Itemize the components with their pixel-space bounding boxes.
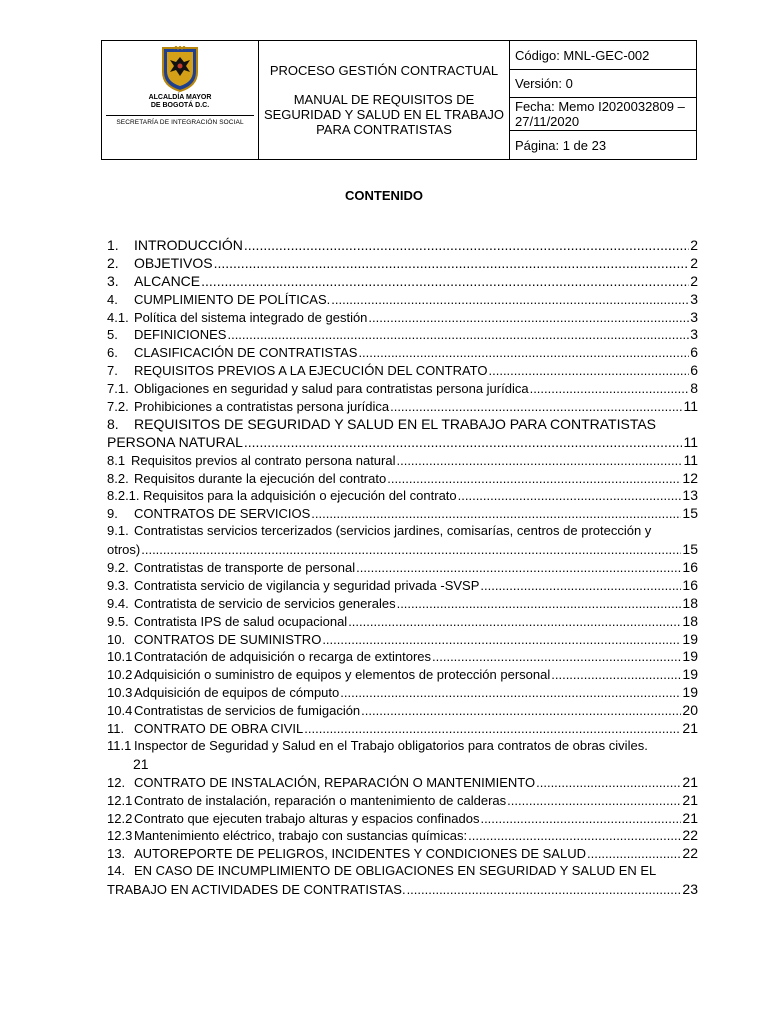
toc-number: 4.1. <box>107 309 129 325</box>
toc-page-number: 19 <box>682 630 698 647</box>
toc-number: 9.1. <box>107 523 129 539</box>
toc-entry-continuation[interactable] <box>107 541 698 559</box>
toc-page-number: 3 <box>690 308 698 325</box>
toc-label: Requisitos durante la ejecución del contrato <box>134 470 387 486</box>
toc-page-number: 11 <box>683 398 698 415</box>
toc-page-number: 22 <box>682 845 698 862</box>
toc-page-number: 11 <box>683 433 698 450</box>
toc-entry[interactable] <box>107 792 698 810</box>
toc-leader <box>489 363 690 378</box>
toc-entry[interactable] <box>107 613 698 631</box>
toc-entry[interactable] <box>107 398 698 416</box>
toc-number: 6. <box>107 345 118 361</box>
logo-cell <box>102 41 259 160</box>
document-header <box>101 40 697 160</box>
toc-label: OBJETIVOS <box>134 254 213 271</box>
toc-leader <box>397 596 682 611</box>
toc-number: 10.1 <box>107 649 133 665</box>
toc-page-number: 3 <box>690 326 698 343</box>
secretariat-name: SECRETARÍA DE INTEGRACIÓN SOCIAL <box>116 119 244 126</box>
toc-number: 13. <box>107 846 126 862</box>
toc-page-number: 13 <box>682 487 698 504</box>
toc-page-number: 15 <box>682 505 698 522</box>
toc-entry[interactable] <box>107 827 698 845</box>
toc-number: 10.4 <box>107 703 133 719</box>
toc-entry[interactable] <box>107 487 698 505</box>
toc-leader <box>396 453 682 468</box>
toc-entry[interactable] <box>107 738 698 756</box>
document-code-text: Código: MNL-GEC-002 <box>515 47 650 63</box>
toc-page-number: 12 <box>682 469 698 486</box>
toc-leader <box>468 828 681 843</box>
toc-page-number: 6 <box>690 362 698 379</box>
toc-label: Contratistas de servicios de fumigación <box>134 703 361 719</box>
toc-entry[interactable] <box>107 845 698 863</box>
toc-label: Adquisición o suministro de equipos y elementos de protección personal <box>134 667 551 683</box>
document-page <box>510 131 697 160</box>
toc-page-number: 23 <box>682 881 698 898</box>
toc-label: Mantenimiento eléctrico, trabajo con sustancias químicas: <box>134 828 468 844</box>
toc-number: 3. <box>107 272 119 289</box>
toc-entry[interactable] <box>107 720 698 738</box>
toc-label: Obligaciones en seguridad y salud para contratistas persona jurídica <box>134 381 529 397</box>
toc-label: Prohibiciones a contratistas persona jurídica <box>134 399 390 415</box>
toc-entry[interactable] <box>107 666 698 684</box>
logo-name-line1: ALCALDÍA MAYOR <box>148 94 212 101</box>
toc-entry[interactable] <box>107 380 698 398</box>
toc-entry[interactable] <box>107 362 698 380</box>
document-page-text: Página: 1 de 23 <box>515 137 607 153</box>
toc-entry[interactable] <box>107 523 698 541</box>
document-version-text: Versión: 0 <box>515 76 573 91</box>
toc-label: ALCANCE <box>134 272 201 289</box>
toc-number: 8.2.1. <box>107 488 140 504</box>
toc-leader <box>227 327 689 342</box>
document-date-line1: Fecha: Memo I2020032809 – <box>515 99 685 114</box>
toc-page-number: 15 <box>682 541 698 558</box>
toc-label: Contratistas servicios tercerizados (servicios jardines, comisarías, centros de protección y <box>134 523 652 539</box>
toc-leader <box>311 506 681 521</box>
toc-page-number: 19 <box>682 648 698 665</box>
toc-page-number: 2 <box>690 254 698 271</box>
toc-entry[interactable] <box>107 344 698 362</box>
toc-page-number: 21 <box>682 773 698 790</box>
toc-entry[interactable] <box>107 631 698 649</box>
toc-entry[interactable] <box>107 416 698 434</box>
toc-entry[interactable] <box>107 291 698 309</box>
toc-label: Contratistas de transporte de personal <box>134 560 356 576</box>
toc-page-number: 21 <box>682 809 698 826</box>
toc-number: 12. <box>107 774 126 790</box>
toc-entry[interactable] <box>107 559 698 577</box>
toc-label: Política del sistema integrado de gestión <box>134 309 368 325</box>
toc-page-number: 6 <box>690 344 698 361</box>
toc-page-number: 21 <box>682 791 698 808</box>
toc-entry[interactable] <box>107 810 698 828</box>
toc-label: Contrato que ejecuten trabajo alturas y espacios confinados <box>134 810 480 826</box>
toc-page-number: 19 <box>682 666 698 683</box>
toc-entry[interactable] <box>107 684 698 702</box>
toc-page-number: 8 <box>690 380 698 397</box>
toc-entry-continuation[interactable] <box>107 756 698 774</box>
document-version <box>510 70 697 98</box>
contents-title: CONTENIDO <box>345 188 423 203</box>
manual-title-line3: PARA CONTRATISTAS <box>316 122 452 137</box>
logo-divider <box>106 115 254 116</box>
toc-number: 12.1 <box>107 792 133 808</box>
toc-page-number: 16 <box>682 559 698 576</box>
toc-label: CONTRATOS DE SERVICIOS <box>134 506 311 522</box>
toc-number: 12.3 <box>107 828 133 844</box>
document-code <box>510 41 697 70</box>
toc-label: Contratista IPS de salud ocupacional <box>134 613 348 629</box>
toc-label: CONTRATO DE OBRA CIVIL <box>134 721 304 737</box>
toc-entry[interactable] <box>107 774 698 792</box>
toc-label: CONTRATOS DE SUMINISTRO <box>134 631 322 647</box>
toc-number: 14. <box>107 863 126 879</box>
toc-label: CLASIFICACIÓN DE CONTRATISTAS <box>134 345 358 361</box>
toc-entry-continuation[interactable] <box>107 434 698 452</box>
toc-leader <box>480 811 681 826</box>
toc-entry[interactable] <box>107 309 698 327</box>
toc-label: EN CASO DE INCUMPLIMIENTO DE OBLIGACIONES EN SEGURIDAD Y SALUD EN EL <box>134 863 657 879</box>
toc-number: 10.3 <box>107 685 133 701</box>
logo-name-line2: DE BOGOTÁ D.C. <box>150 102 210 109</box>
toc-page-number: 2 <box>690 272 698 289</box>
manual-title-line2: SEGURIDAD Y SALUD EN EL TRABAJO <box>263 107 505 122</box>
toc-leader <box>536 775 681 790</box>
toc-label: INTRODUCCIÓN <box>134 237 243 253</box>
toc-leader <box>244 237 689 253</box>
toc-leader <box>348 614 681 629</box>
toc-entry[interactable] <box>107 648 698 666</box>
toc-number: 8. <box>107 415 119 432</box>
toc-entry[interactable] <box>107 863 698 881</box>
toc-leader <box>358 345 689 360</box>
toc-label: Contratista servicio de vigilancia y seguridad privada -SVSP <box>134 577 480 593</box>
toc-label: CUMPLIMIENTO DE POLÍTICAS. <box>134 291 331 307</box>
toc-entry[interactable] <box>107 505 698 523</box>
toc-page-number: 20 <box>682 702 698 719</box>
toc-leader <box>356 560 681 575</box>
toc-number: 4. <box>107 291 118 307</box>
toc-page-number: 22 <box>682 827 698 844</box>
toc-number: 5. <box>107 327 118 343</box>
toc-entry[interactable] <box>107 595 698 613</box>
toc-label: DEFINICIONES <box>134 327 227 343</box>
document-date <box>510 98 697 131</box>
toc-number: 10.2 <box>107 667 133 683</box>
document-date-line2: 27/11/2020 <box>515 114 580 129</box>
toc-leader <box>407 882 682 897</box>
toc-label: Contrato de instalación, reparación o mantenimiento de calderas <box>134 792 507 808</box>
toc-leader <box>361 703 681 718</box>
toc-label-continuation: TRABAJO EN ACTIVIDADES DE CONTRATISTAS. <box>107 882 406 898</box>
toc-leader <box>322 632 681 647</box>
toc-page-number: 21 <box>682 720 698 737</box>
toc-number: 8.1 <box>107 452 126 468</box>
toc-leader <box>480 578 681 593</box>
toc-leader <box>551 667 681 682</box>
toc-label: AUTOREPORTE DE PELIGROS, INCIDENTES Y CONDICIONES DE SALUD <box>134 846 586 862</box>
toc-entry[interactable] <box>107 273 698 291</box>
toc-label-continuation: otros) <box>107 542 141 558</box>
toc-page-number: 11 <box>683 451 698 468</box>
toc-number: 8.2. <box>107 470 129 486</box>
toc-entry[interactable] <box>107 326 698 344</box>
toc-page-number: 2 <box>690 237 698 253</box>
toc-entry[interactable] <box>107 237 698 255</box>
toc-entry[interactable] <box>107 255 698 273</box>
toc-page-number: 19 <box>682 684 698 701</box>
toc-number: 7.1. <box>107 381 129 397</box>
toc-label: Inspector de Seguridad y Salud en el Trabajo obligatorios para contratos de obras civiles. <box>134 737 648 753</box>
toc-leader <box>304 721 681 736</box>
toc-leader <box>458 488 682 503</box>
toc-label: Requisitos para la adquisición o ejecución del contrato <box>143 488 457 504</box>
document-title-cell <box>259 41 510 160</box>
toc-number: 1. <box>107 237 119 253</box>
toc-number: 9. <box>107 506 118 522</box>
toc-leader <box>340 685 681 700</box>
toc-number: 9.2. <box>107 560 129 576</box>
bogota-coat-of-arms-icon <box>160 46 200 92</box>
manual-title-line1: MANUAL DE REQUISITOS DE <box>293 92 475 107</box>
toc-page-number: 3 <box>690 290 698 307</box>
toc-leader <box>214 255 690 271</box>
toc-entry[interactable] <box>107 470 698 488</box>
toc-number: 9.4. <box>107 595 129 611</box>
toc-leader <box>244 434 683 450</box>
toc-number: 10. <box>107 631 126 647</box>
toc-number: 2. <box>107 254 119 271</box>
toc-label: REQUISITOS PREVIOS A LA EJECUCIÓN DEL CONTRATO <box>134 363 488 379</box>
toc-page-number: 18 <box>682 594 698 611</box>
toc-leader <box>331 292 689 307</box>
toc-page-number: 16 <box>682 576 698 593</box>
toc-label-continuation: PERSONA NATURAL <box>107 433 243 450</box>
toc-number: 9.3. <box>107 577 129 593</box>
toc-number: 9.5. <box>107 613 129 629</box>
toc-label: REQUISITOS DE SEGURIDAD Y SALUD EN EL TRABAJO PARA CONTRATISTAS <box>134 415 657 432</box>
toc-label: Contratación de adquisición o recarga de extintores <box>134 649 432 665</box>
toc-leader <box>368 310 689 325</box>
toc-number: 7.2. <box>107 399 129 415</box>
toc-page-number: 21 <box>133 755 149 772</box>
toc-entry[interactable] <box>107 577 698 595</box>
toc-entry[interactable] <box>107 702 698 720</box>
toc-entry[interactable] <box>107 452 698 470</box>
toc-leader <box>141 542 681 557</box>
toc-number: 11.1 <box>107 737 132 753</box>
table-of-contents <box>107 237 698 899</box>
toc-leader <box>390 399 682 414</box>
toc-leader <box>507 793 681 808</box>
toc-leader <box>432 649 681 664</box>
toc-label: Contratista de servicio de servicios generales <box>134 595 396 611</box>
toc-label: CONTRATO DE INSTALACIÓN, REPARACIÓN O MANTENIMIENTO <box>134 774 536 790</box>
toc-number: 7. <box>107 363 118 379</box>
toc-leader <box>530 381 690 396</box>
toc-label: Requisitos previos al contrato persona natural <box>131 452 396 468</box>
toc-label: Adquisición de equipos de cómputo <box>134 685 340 701</box>
toc-entry-continuation[interactable] <box>107 881 698 899</box>
toc-leader <box>587 846 681 861</box>
toc-page-number: 18 <box>682 612 698 629</box>
toc-number: 11. <box>107 721 125 737</box>
toc-number: 12.2 <box>107 810 133 826</box>
toc-leader <box>387 471 681 486</box>
process-name: PROCESO GESTIÓN CONTRACTUAL <box>269 63 499 78</box>
toc-leader <box>201 273 689 289</box>
logo-name <box>102 94 258 110</box>
